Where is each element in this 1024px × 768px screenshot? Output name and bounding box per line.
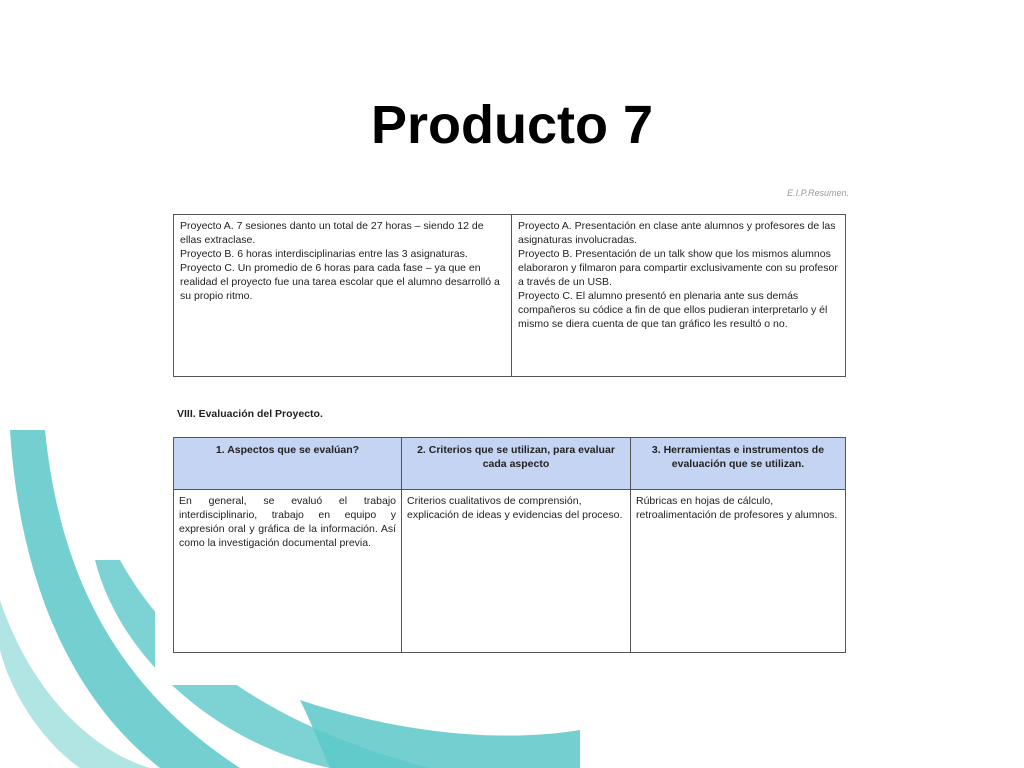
duration-cell: [174, 215, 512, 377]
header-criteria: 2. Criterios que se utilizan, para evaluar cada aspecto: [402, 438, 631, 490]
slide-title: Producto 7: [370, 95, 654, 156]
project-summary-table: [173, 214, 846, 377]
header-aspects: 1. Aspectos que se evalúan?: [174, 438, 402, 490]
cell-tools: Rúbricas en hojas de cálculo, retroalimentación de profesores y alumnos.: [631, 490, 846, 653]
table-header-row: [174, 438, 846, 490]
duration-project-c: Proyecto C. Un promedio de 6 horas para cada fase – ya que en realidad el proyecto fue una tarea escolar que el alumno desarrolló a su propio ritmo.: [180, 262, 500, 302]
table-row: [174, 215, 846, 377]
document-scan: [155, 170, 869, 685]
duration-project-b: Proyecto B. 6 horas interdisciplinarias entre las 3 asignaturas.: [180, 248, 468, 260]
cell-criteria: Criterios cualitativos de comprensión, explicación de ideas y evidencias del proceso.: [402, 490, 631, 653]
evaluation-table: [173, 437, 846, 653]
document-header: E.I.P.Resumen.: [787, 188, 849, 198]
section-heading: VIII. Evaluación del Proyecto.: [177, 408, 323, 420]
presentation-project-a: Proyecto A. Presentación en clase ante alumnos y profesores de las asignaturas involucradas.: [518, 220, 836, 246]
presentation-project-c: Proyecto C. El alumno presentó en plenaria ante sus demás compañeros su códice a fin de que ellos pudieran interpretarlo y él mismo se diera cuenta de que tan gráfico les resultó o no.: [518, 290, 828, 330]
presentation-cell: [512, 215, 846, 377]
cell-aspects: En general, se evaluó el trabajo interdisciplinario, trabajo en equipo y expresión oral y gráfica de la información. Así como la investigación documental previa.: [174, 490, 402, 653]
header-tools: 3. Herramientas e instrumentos de evaluación que se utilizan.: [631, 438, 846, 490]
swoosh-stripe-bottom: [300, 700, 580, 768]
presentation-project-b: Proyecto B. Presentación de un talk show que los mismos alumnos elaboraron y filmaron para compartir exclusivamente con su profesor a través de un USB.: [518, 248, 838, 288]
duration-project-a: Proyecto A. 7 sesiones danto un total de 27 horas – siendo 12 de ellas extraclase.: [180, 220, 484, 246]
table-row: [174, 490, 846, 653]
